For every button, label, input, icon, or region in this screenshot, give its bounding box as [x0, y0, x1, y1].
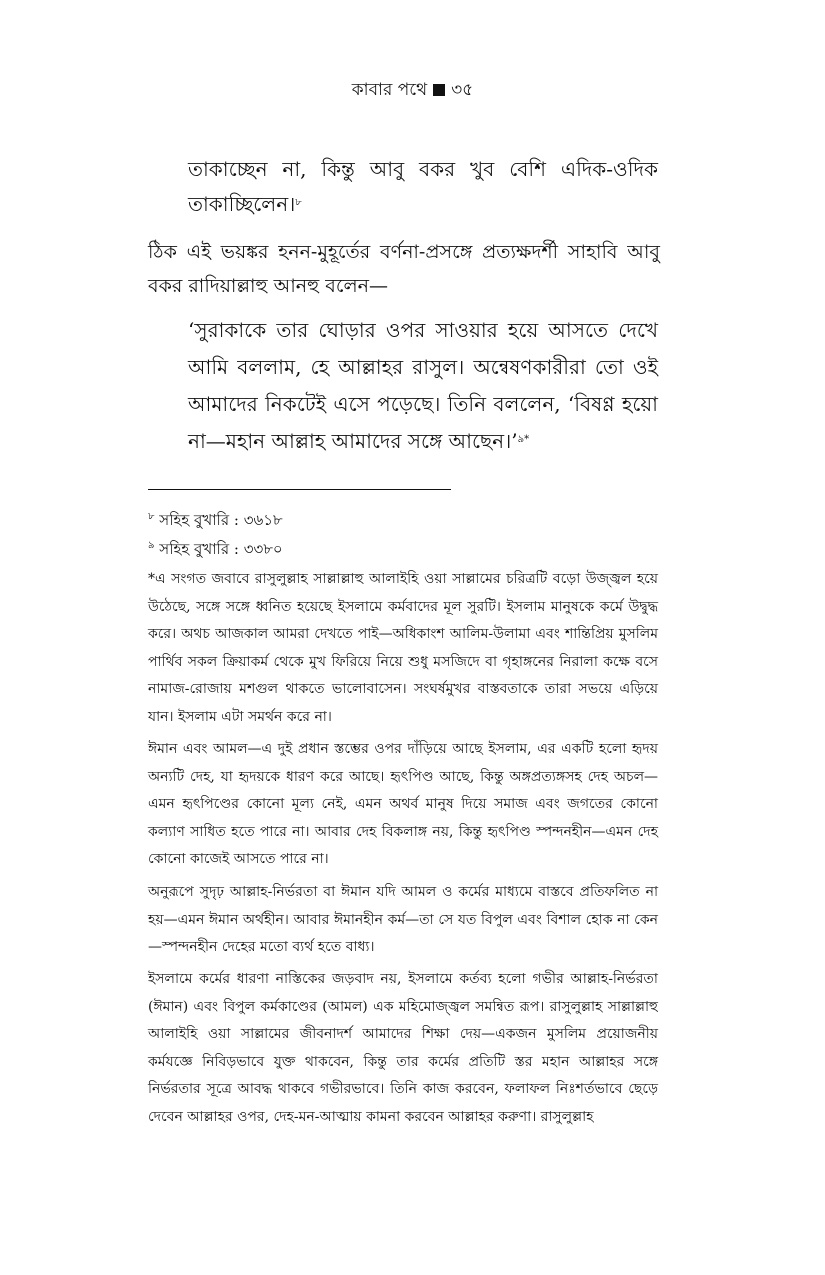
- running-header: [0, 78, 825, 102]
- commentary-paragraph: অনুরূপে সুদৃঢ় আল্লাহ-নির্ভরতা বা ঈমান যদি আমল ও কর্মের মাধ্যমে বাস্তবে প্রতিফলিত না হয়—এমন ঈমান অর্থহীন। আবার ঈমানহীন কর্ম—তা সে যত বিপুল এবং বিশাল হোক না কেন—স্পন্দনহীন দেহের মতো ব্যর্থ হতে বাধ্য।: [148, 884, 658, 956]
- footnote-reference: ৮: [295, 197, 302, 208]
- block-quote: [188, 312, 658, 460]
- commentary-paragraph: ঈমান এবং আমল—এ দুই প্রধান স্তম্ভের ওপর দাঁড়িয়ে আছে ইসলাম, এর একটি হলো হৃদয় অন্যটি দেহ, যা হৃদয়কে ধারণ করে আছে। হৃৎপিণ্ড আছে, কিন্তু অঙ্গপ্রত্যঙ্গসহ দেহ অচল—এমন হৃৎপিণ্ডের কোনো মূল্য নেই, এমন অথর্ব মানুষ দিয়ে সমাজ এবং জগতের কোনো কল্যাণ সাধিত হতে পারে না। আবার দেহ বিকলাঙ্গ নয়, কিন্তু হৃৎপিণ্ড স্পন্দনহীন—এমন দেহ কোনো কাজেই আসতে পারে না।: [148, 741, 658, 868]
- running-title: কাবার পথে: [351, 80, 428, 100]
- footnote-mark: ৯: [148, 540, 155, 551]
- intro-text: ঠিক এই ভয়ঙ্কর হনন-মুহূর্তের বর্ণনা-প্রসঙ্গে প্রত্যক্ষদর্শী সাহাবি আবু বকর রাদিয়াল্লাহু আনহু বলেন—: [148, 241, 660, 297]
- quote-text: ‘সুরাকাকে তার ঘোড়ার ওপর সাওয়ার হয়ে আসতে দেখে আমি বললাম, হে আল্লাহর রাসুল। অন্বেষণকারীরা তো ওই আমাদের নিকটেই এসে পড়েছে। তিনি বললেন, ‘বিষণ্ণ হয়ো না—মহান আল্লাহ আমাদের সঙ্গে আছেন।’: [188, 318, 658, 453]
- intro-paragraph: [148, 235, 660, 303]
- header-separator-square: [433, 84, 445, 96]
- block-quote-continued: [188, 152, 658, 222]
- footnote-reference: ৯*: [517, 434, 530, 445]
- commentary-paragraph: ইসলামে কর্মের ধারণা নাস্তিকের জড়বাদ নয়, ইসলামে কর্তব্য হলো গভীর আল্লাহ-নির্ভরতা (ঈমান) এবং বিপুল কর্মকাণ্ডের (আমল) এক মহিমোজ্জ্বল সমন্বিত রূপ। রাসুলুল্লাহ সাল্লাল্লাহু আলাইহি ওয়া সাল্লামের জীবনাদর্শ আমাদের শিক্ষা দেয়—একজন মুসলিম প্রয়োজনীয় কর্মযজ্ঞে নিবিড়ভাবে যুক্ত থাকবেন, কিন্তু তার কর্মের প্রতিটি স্তর মহান আল্লাহর সঙ্গে নির্ভরতার সূত্রে আবদ্ধ থাকবে গভীরভাবে। তিনি কাজ করবেন, ফলাফল নিঃশর্তভাবে ছেড়ে দেবেন আল্লাহর ওপর, দেহ-মন-আত্মায় কামনা করবেন আল্লাহর করুণা। রাসুলুল্লাহ: [148, 971, 658, 1125]
- footnote-text: সহিহ বুখারি : ৩৬১৮: [159, 511, 283, 529]
- footnote: [148, 508, 283, 532]
- commentary-paragraph: *এ সংগত জবাবে রাসুলুল্লাহ সাল্লাল্লাহু আলাইহি ওয়া সাল্লামের চরিত্রটি বড়ো উজ্জ্বল হয়ে উঠেছে, সঙ্গে সঙ্গে ধ্বনিত হয়েছে ইসলামে কর্মবাদের মূল সুরটি। ইসলাম মানুষকে কর্মে উদ্বুদ্ধ করে। অথচ আজকাল আমরা দেখতে পাই—অধিকাংশ আলিম-উলামা এবং শান্তিপ্রিয় মুসলিম পার্থিব সকল ক্রিয়াকর্ম থেকে মুখ ফিরিয়ে নিয়ে শুধু মসজিদে বা গৃহাঙ্গনের নিরালা কক্ষে বসে নামাজ-রোজায় মশগুল থাকতে ভালোবাসেন। সংঘর্ষমুখর বাস্তবতাকে তারা সভয়ে এড়িয়ে যান। ইসলাম এটা সমর্থন করে না।: [148, 571, 658, 725]
- footnote-text: সহিহ বুখারি : ৩৩৮০: [159, 540, 283, 558]
- footnote-divider: [148, 489, 451, 490]
- quote-text: তাকাচ্ছেন না, কিন্তু আবু বকর খুব বেশি এদিক-ওদিক তাকাচ্ছিলেন।: [188, 157, 658, 216]
- page-number: ৩৫: [451, 80, 474, 100]
- footnote-mark: ৮: [148, 511, 155, 522]
- footnote: [148, 537, 283, 561]
